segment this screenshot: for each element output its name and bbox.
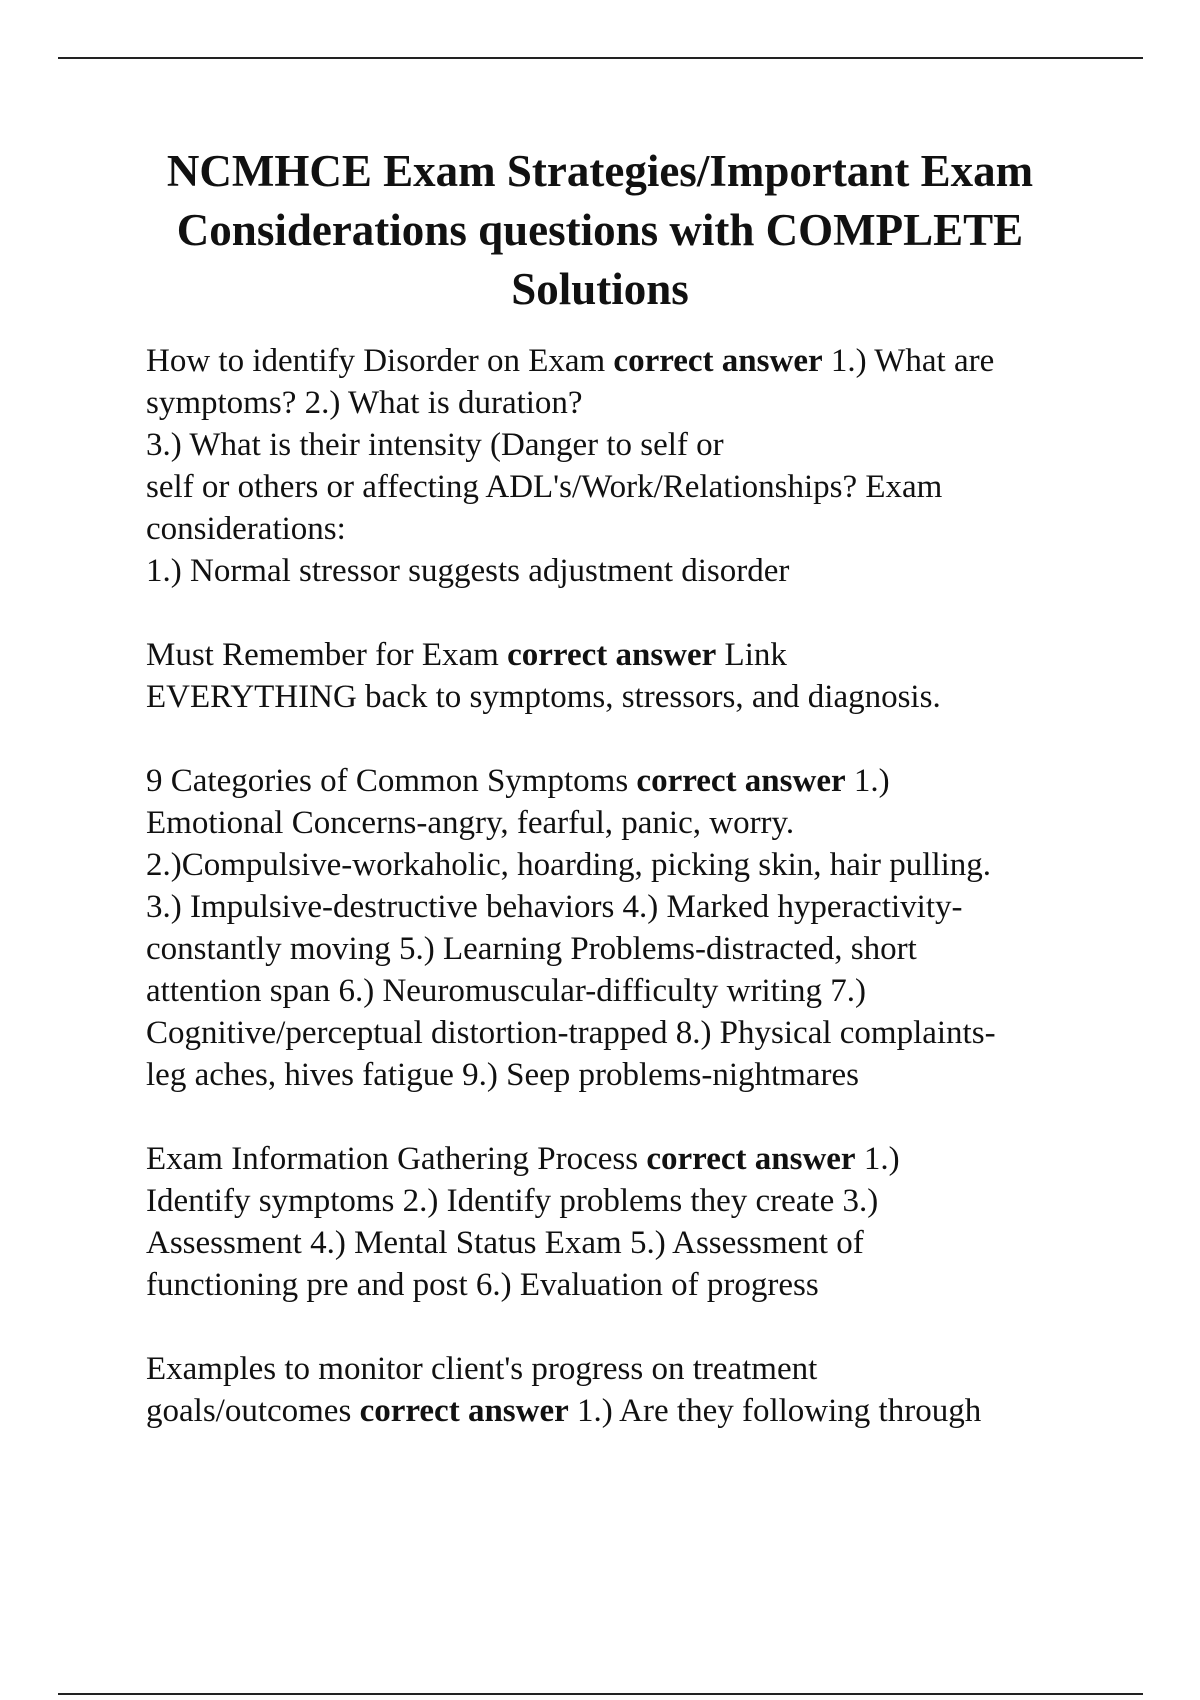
document-body: [146, 340, 1106, 1474]
question-text: Must Remember for Exam: [146, 637, 499, 673]
title-line-3: Solutions: [511, 264, 689, 314]
qa-first-line: [146, 340, 1106, 382]
bottom-rule: [58, 1693, 1143, 1695]
answer-line: symptoms? 2.) What is duration?: [146, 385, 583, 421]
answer-line: 2.)Compulsive-workaholic, hoarding, picking skin, hair pulling.: [146, 847, 992, 883]
qa-entry: [146, 1138, 1106, 1306]
question-text: How to identify Disorder on Exam: [146, 343, 606, 379]
answer-text: 1.): [853, 763, 890, 799]
answer-text: 1.) Are they following through: [577, 1393, 982, 1429]
title-line-1: NCMHCE Exam Strategies/Important Exam: [166, 146, 1034, 196]
question-text: goals/outcomes: [146, 1393, 352, 1429]
title-line-2: Considerations questions with COMPLETE: [176, 205, 1024, 255]
qa-first-line: [146, 1348, 1106, 1390]
answer-line: attention span 6.) Neuromuscular-difficulty writing 7.): [146, 973, 866, 1009]
answer-line: Identify symptoms 2.) Identify problems they create 3.): [146, 1183, 879, 1219]
answer-marker: correct answer: [507, 637, 717, 673]
answer-line: EVERYTHING back to symptoms, stressors, and diagnosis.: [146, 679, 941, 715]
answer-line: considerations:: [146, 511, 346, 547]
answer-line: leg aches, hives fatigue 9.) Seep problems-nightmares: [146, 1057, 859, 1093]
qa-first-line: [146, 634, 1106, 676]
answer-text: 1.) What are: [830, 343, 995, 379]
question-text: 9 Categories of Common Symptoms: [146, 763, 629, 799]
answer-marker: correct answer: [613, 343, 823, 379]
answer-text: 1.): [863, 1141, 900, 1177]
answer-line: 3.) What is their intensity (Danger to self or: [146, 427, 724, 463]
answer-text: Link: [724, 637, 787, 673]
question-text: Examples to monitor client's progress on treatment: [146, 1351, 818, 1387]
top-rule: [58, 57, 1143, 59]
answer-line: self or others or affecting ADL's/Work/Relationships? Exam: [146, 469, 943, 505]
qa-first-line: [146, 1138, 1106, 1180]
question-text: Exam Information Gathering Process: [146, 1141, 639, 1177]
answer-line: Emotional Concerns-angry, fearful, panic, worry.: [146, 805, 795, 841]
answer-marker: correct answer: [646, 1141, 856, 1177]
qa-entry: [146, 760, 1106, 1096]
answer-line: Assessment 4.) Mental Status Exam 5.) Assessment of: [146, 1225, 864, 1261]
answer-line: 1.) Normal stressor suggests adjustment disorder: [146, 553, 790, 589]
qa-first-line: [146, 760, 1106, 802]
qa-entry: [146, 340, 1106, 592]
answer-line: Cognitive/perceptual distortion-trapped 8.) Physical complaints-: [146, 1015, 996, 1051]
answer-marker: correct answer: [359, 1393, 569, 1429]
answer-line: functioning pre and post 6.) Evaluation of progress: [146, 1267, 819, 1303]
qa-entry: [146, 634, 1106, 718]
qa-entry: [146, 1348, 1106, 1432]
answer-line: 3.) Impulsive-destructive behaviors 4.) Marked hyperactivity-: [146, 889, 963, 925]
document-title: [120, 142, 1080, 319]
answer-marker: correct answer: [636, 763, 846, 799]
answer-line: constantly moving 5.) Learning Problems-distracted, short: [146, 931, 917, 967]
qa-second-line: [146, 1390, 1106, 1432]
